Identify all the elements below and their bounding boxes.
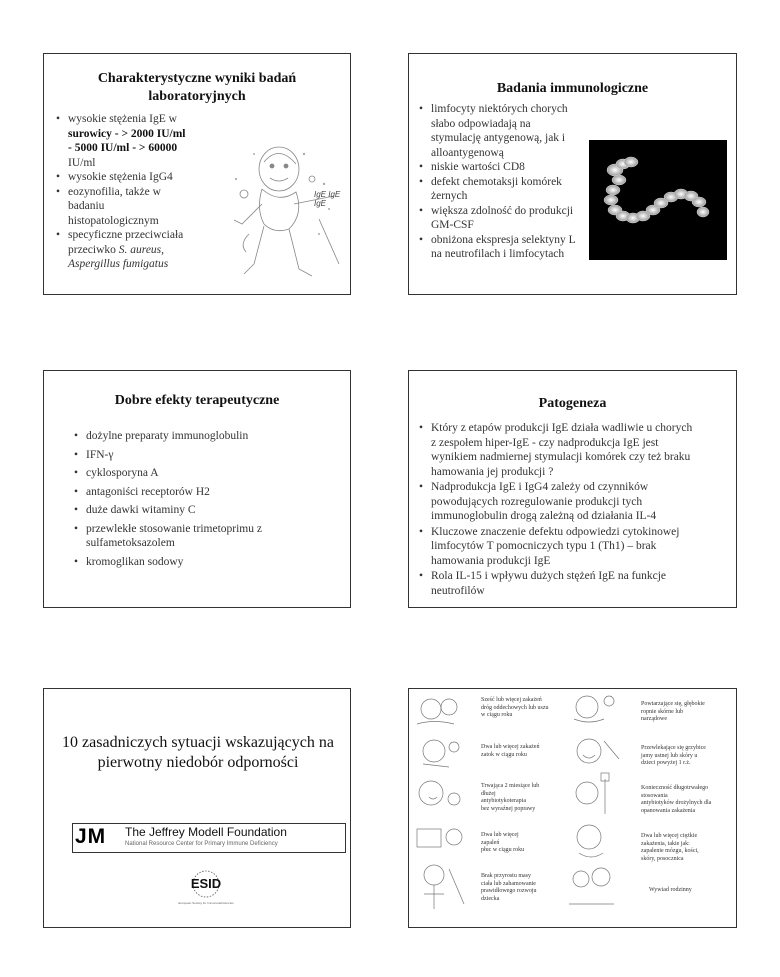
list-item: • antagoniści receptorów H2 <box>74 485 334 500</box>
list-item: • Nadprodukcja IgE i IgG4 zależy od czynników powodujących rozregulowanie produkcji tych immunoglobulin drogą zależną od działania IL-4 <box>419 480 731 524</box>
list-item: • eozynofilia, także w badaniu histopatologicznym <box>56 185 224 229</box>
slide-title: Charakterystyczne wyniki badań laboratoryjnych <box>97 71 297 104</box>
slide-title: Dobre efekty terapeutyczne <box>114 393 280 408</box>
slide-title: Patogeneza <box>538 396 607 411</box>
list-item: • Który z etapów produkcji IgE działa wadliwie u chorych z zespołem hiper-IgE - czy nadprodukcja IgE jest wynikiem nadmiernej stymulacji komórek czy też braku hamowania jej produkcji ? <box>419 421 731 479</box>
esid-logo: ESID European Society for Immunodeficiencies <box>176 869 236 917</box>
list-item: • wysokie stężenia IgE w surowicy - > 2000 IU/ml - 5000 IU/ml - > 60000 IU/ml <box>56 112 224 170</box>
slide-therapeutic-effects <box>43 370 351 608</box>
list-item: • defekt chemotaksji komórek żernych <box>419 175 599 204</box>
sign-text-7: Przewlekające się grzybice jamy ustnej lub skóry u dzieci powyżej 1 r.ż. <box>641 745 706 766</box>
sign-text-3: Trwająca 2 miesiące lub dłużej antybiotykoterapia bez wyraźnej poprawy <box>481 783 540 812</box>
list-item: • IFN-γ <box>74 448 334 463</box>
therapy-list <box>74 429 334 569</box>
list-item: • Rola IL-15 i wpływu dużych stężeń IgE na funkcje neutrofilów <box>419 569 731 598</box>
cartoon-ear-icon <box>417 699 457 724</box>
jeffrey-modell-banner <box>72 823 346 853</box>
sign-text-6: Powtarzające się, głębokie ropnie skórne lub narządowe <box>641 701 705 722</box>
slide-ten-warning-signs <box>43 688 351 928</box>
sign-text-1: Sześć lub więcej zakażeń dróg oddechowych lub uszu w ciągu roku <box>481 697 549 718</box>
jmf-subtitle: National Resource Center for Primary Immune Deficiency <box>125 841 278 847</box>
list-item: • dożylne preparaty immunoglobulin <box>74 429 334 444</box>
sign-text-9: Dwa lub więcej ciężkie zakażenia, takie jak: zapalenie mózgu, kości, skóry, posocznica <box>641 833 699 862</box>
cartoon-sinus-icon <box>423 740 459 767</box>
list-item: • cyklosporyna A <box>74 466 334 481</box>
immune-cartoon-illustration <box>224 134 349 284</box>
slide-title: Badania immunologiczne <box>496 81 649 96</box>
cell-chain-illustration <box>589 140 727 260</box>
sign-text-2: Dwa lub więcej zakażeń zatok w ciągu roku <box>481 744 540 758</box>
list-item: • wysokie stężenia IgG4 <box>56 170 224 185</box>
list-item: • kromoglikan sodowy <box>74 555 334 570</box>
sign-text-8: Konieczność długotrwałego stosowania antybiotyków drożylnych dla opanowania zakażenia <box>641 785 712 814</box>
microscopy-image <box>589 140 727 260</box>
list-item: • specyficzne przeciwciała przeciwko S. aureus, Aspergillus fumigatus <box>56 228 224 272</box>
cartoon-thrush-icon <box>577 739 619 763</box>
list-item: • duże dawki witaminy C <box>74 503 334 518</box>
cartoon-abscess-icon <box>574 696 614 722</box>
list-item: • niskie wartości CD8 <box>419 160 599 175</box>
slide-title: 10 zasadniczych sytuacji wskazujących na pierwotny niedobór odporności <box>62 734 334 771</box>
lab-results-list <box>56 112 224 272</box>
sign-text-4: Dwa lub więcej zapaleń płuc w ciągu roku <box>481 832 525 853</box>
jmf-logo: JM <box>75 825 107 848</box>
cartoon-lung-icon <box>417 829 462 847</box>
pathogenesis-list <box>419 421 731 598</box>
slide-pathogenesis <box>408 370 737 608</box>
ige-label: IgE IgE IgE <box>314 190 341 208</box>
slide-warning-signs-cartoons <box>408 688 737 928</box>
cartoon-severe-icon <box>577 825 603 857</box>
sign-text-5: Brak przyrostu masy ciała lub zahamowanie prawidłowego rozwoju dziecka <box>481 873 537 902</box>
sign-text-10: Wywiad rodzinny <box>649 887 692 893</box>
list-item: • limfocyty niektórych chorych słabo odpowiadają na stymulację antygenową, jak i alloantygenową <box>419 102 599 160</box>
list-item: • Kluczowe znaczenie defektu odpowiedzi cytokinowej limfocytów T pomocniczych typu 1 (Th1) – brak hamowania produkcji IgE <box>419 525 731 569</box>
list-item: • obniżona ekspresja selektyny L na neutrofilach i limfocytach <box>419 233 599 262</box>
slide-immunological-studies <box>408 53 737 295</box>
immunological-list <box>419 102 599 262</box>
cartoon-family-icon <box>569 868 614 904</box>
list-item: • większa zdolność do produkcji GM-CSF <box>419 204 599 233</box>
list-item: • przewlekłe stosowanie trimetoprimu z sulfametoksazolem <box>74 522 334 551</box>
cartoon-medicine-icon <box>419 781 460 805</box>
cartoon-iv-icon <box>576 773 609 814</box>
jmf-name: The Jeffrey Modell Foundation <box>125 825 287 839</box>
slide-laboratory-results <box>43 53 351 295</box>
cartoon-child-icon <box>424 865 464 909</box>
